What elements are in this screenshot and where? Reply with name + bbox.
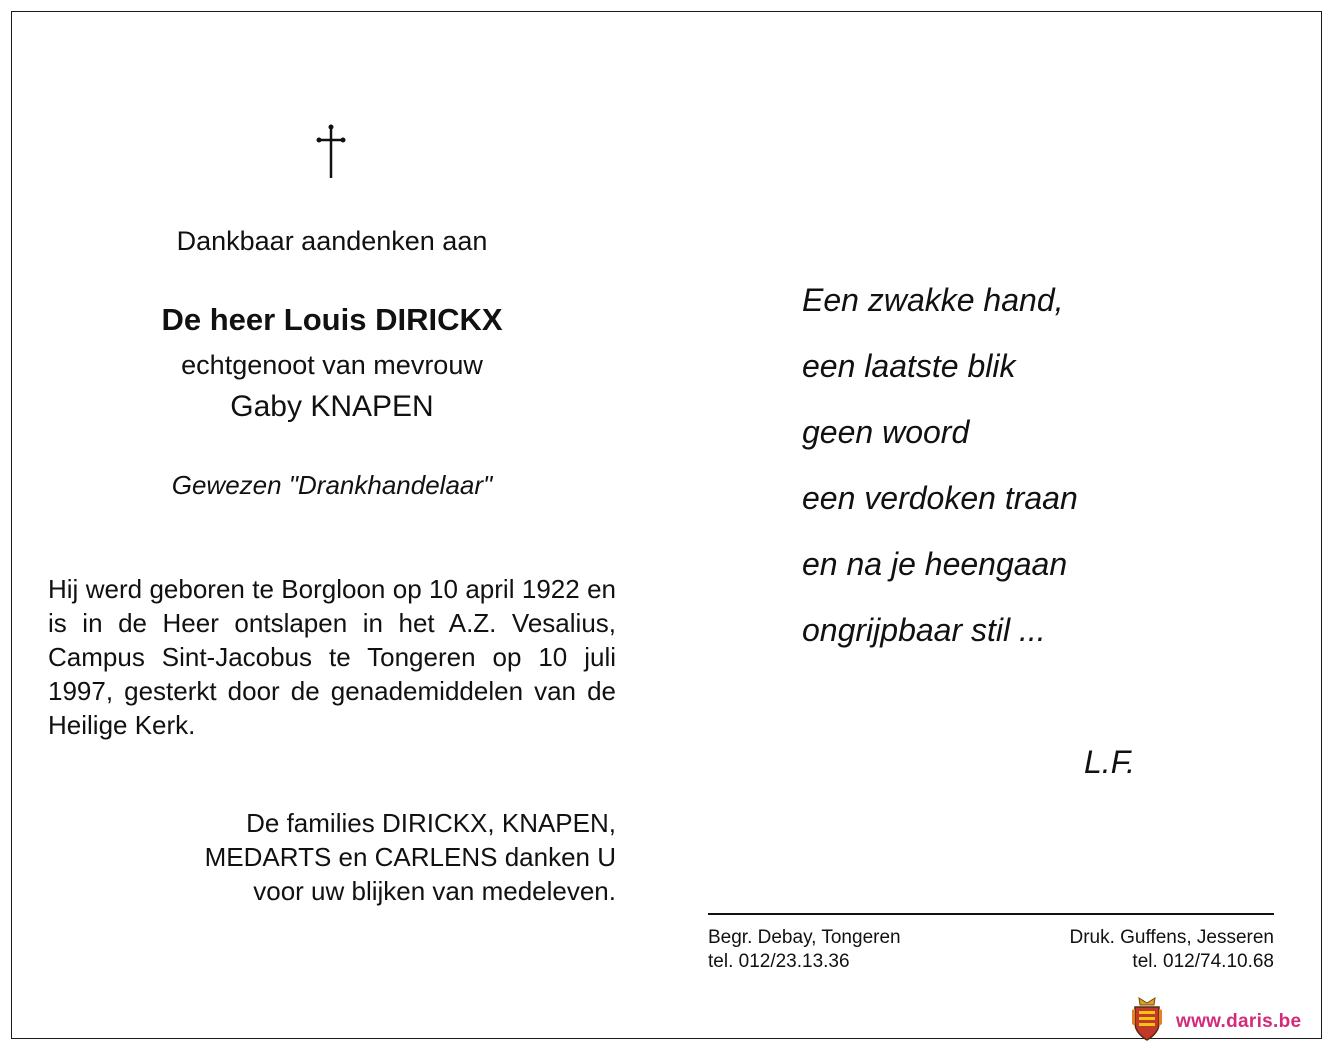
poem-line: en na je heengaan (802, 546, 1068, 582)
spouse-label: echtgenoot van mevrouw (181, 350, 483, 380)
watermark-site: www.daris.be (1176, 1011, 1302, 1032)
poem-author: L.F. (1084, 744, 1135, 780)
poem-line: een laatste blik (802, 348, 1016, 384)
poem-line: ongrijpbaar stil ... (802, 612, 1046, 648)
undertaker-name: Begr. Debay, Tongeren (708, 927, 901, 948)
biography: Hij werd geboren te Borgloon op 10 april 1922 en is in de Heer ontslapen in het A.Z. Vesalius, Campus Sint-Jacobus te Tongeren op 10 juli 1997, gesterkt door de genademiddelen van de Heilige Kerk. (48, 574, 616, 740)
spouse-name: Gaby KNAPEN (230, 390, 434, 423)
deceased-name: De heer Louis DIRICKX (161, 302, 503, 337)
printer-name: Druk. Guffens, Jesseren (1069, 927, 1274, 948)
crest-icon (1130, 996, 1164, 1042)
intro-text: Dankbaar aandenken aan (176, 226, 488, 256)
undertaker-info (708, 926, 901, 974)
thanks-line: De families DIRICKX, KNAPEN, (246, 808, 616, 838)
footer-divider (708, 913, 1274, 915)
cross-icon (316, 124, 346, 180)
poem-line: een verdoken traan (802, 480, 1078, 516)
undertaker-phone: tel. 012/23.13.36 (708, 951, 850, 972)
printer-phone: tel. 012/74.10.68 (1132, 951, 1274, 972)
thanks-line: MEDARTS en CARLENS danken U (204, 842, 616, 872)
thanks-line: voor uw blijken van medeleven. (253, 876, 616, 906)
poem-line: geen woord (802, 414, 970, 450)
family-thanks (140, 806, 616, 908)
watermark (1130, 996, 1324, 1044)
occupation: Gewezen "Drankhandelaar" (171, 470, 493, 500)
poem-line: Een zwakke hand, (802, 282, 1064, 318)
printer-info (990, 926, 1274, 974)
poem (802, 280, 1078, 676)
